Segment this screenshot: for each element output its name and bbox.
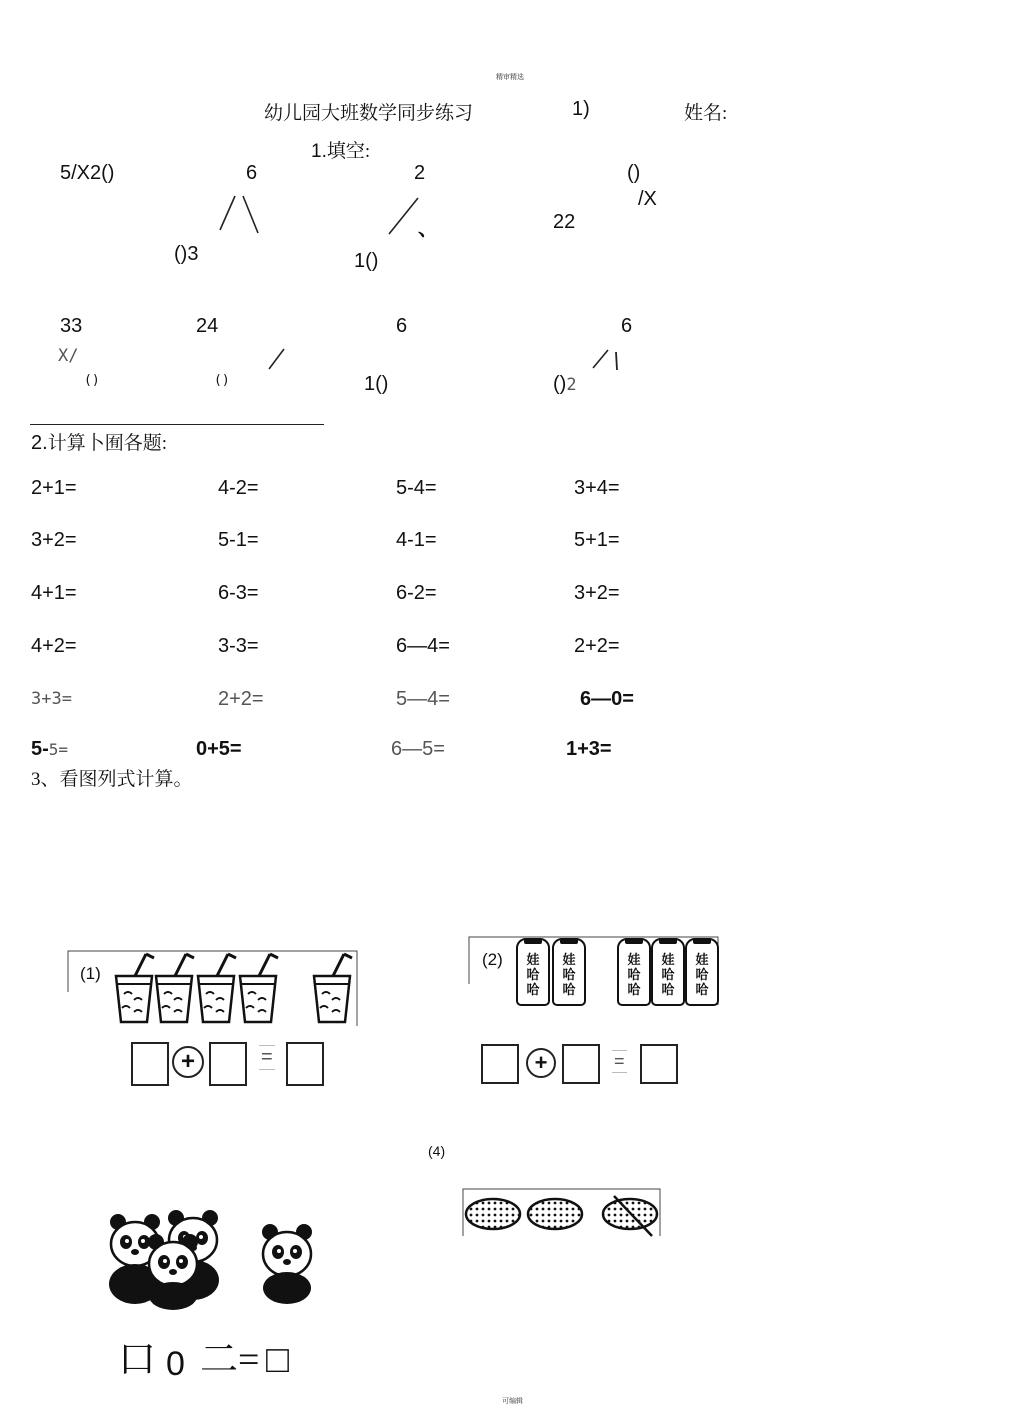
fill-item-g-bottom: 1() bbox=[364, 373, 389, 395]
fill-item-h-bottom bbox=[553, 373, 577, 396]
cup-icon bbox=[198, 954, 236, 1022]
bottle-icon bbox=[651, 938, 685, 1006]
cup-icon bbox=[314, 954, 352, 1022]
fill-item-h-paren: () bbox=[553, 373, 567, 395]
equation-cell: 5-1= bbox=[218, 529, 259, 551]
problem4-label: (4) bbox=[428, 1143, 446, 1159]
panda-eq-box: 口 bbox=[118, 1339, 157, 1381]
equation-cell: 6—4= bbox=[396, 635, 450, 657]
equation-part-light: 5= bbox=[48, 740, 69, 759]
bottle-label: 娃 bbox=[661, 952, 675, 967]
bottle-label: 哈 bbox=[562, 982, 576, 997]
equation-cell: 3+4= bbox=[574, 477, 620, 499]
equation-cell: 4-2= bbox=[218, 477, 259, 499]
bean-icon bbox=[528, 1199, 582, 1229]
bottle-label: 哈 bbox=[526, 982, 540, 997]
equation-cell: 2+2= bbox=[574, 635, 620, 657]
fill-item-g-top: 6 bbox=[396, 315, 408, 337]
answer-box[interactable] bbox=[481, 1044, 519, 1084]
fill-item-d-top: () bbox=[627, 162, 641, 184]
bottle-label: 哈 bbox=[627, 967, 641, 982]
beans-picture-frame bbox=[0, 0, 1, 1]
worksheet-number: 1) bbox=[572, 98, 590, 120]
equation-cell bbox=[31, 738, 68, 761]
equals-sign: = bbox=[261, 1046, 273, 1068]
section1-number: 1. bbox=[311, 141, 327, 162]
top-note: 精审精选 bbox=[496, 73, 524, 81]
fill-item-c-top: 2 bbox=[414, 162, 426, 184]
answer-box[interactable] bbox=[640, 1044, 678, 1084]
bean-icon bbox=[466, 1199, 520, 1229]
equation-cell: 3+2= bbox=[574, 582, 620, 604]
bottle-label: 娃 bbox=[695, 952, 709, 967]
bottle-icon bbox=[552, 938, 586, 1006]
section1-heading bbox=[311, 136, 370, 163]
bottle-label: 哈 bbox=[695, 967, 709, 982]
fill-item-e-mid: X/ bbox=[58, 346, 79, 366]
equation-part-bold: 5- bbox=[31, 738, 49, 760]
equation-cell: 5+1= bbox=[574, 529, 620, 551]
fill-item-e-top: 33 bbox=[60, 315, 83, 337]
equation-cell: 6—5= bbox=[391, 738, 445, 760]
panda-eq-answer-box[interactable]: □ bbox=[266, 1339, 289, 1381]
cup-icon bbox=[116, 954, 154, 1022]
equation-cell: 3-3= bbox=[218, 635, 259, 657]
panda-eq-equals: 二= bbox=[200, 1339, 260, 1381]
answer-box[interactable] bbox=[209, 1042, 247, 1086]
equation-cell: 0+5= bbox=[196, 738, 242, 760]
problem2-label: (2) bbox=[482, 950, 503, 969]
fill-item-f-bottom: () bbox=[214, 373, 230, 388]
plus-sign: + bbox=[172, 1046, 204, 1078]
equation-cell: 4+1= bbox=[31, 582, 77, 604]
bottle-label: 娃 bbox=[562, 952, 576, 967]
cup-icon bbox=[240, 954, 278, 1022]
section1-title: 填空: bbox=[326, 141, 371, 162]
equation-cell: 4-1= bbox=[396, 529, 437, 551]
fill-item-f-top: 24 bbox=[196, 315, 219, 337]
section2-heading bbox=[31, 428, 167, 455]
cup-icon bbox=[156, 954, 194, 1022]
equals-sign: = bbox=[614, 1051, 625, 1071]
fill-item-d-bottom: 22 bbox=[553, 211, 576, 233]
panda-icon bbox=[148, 1234, 198, 1310]
bottle-label: 娃 bbox=[526, 952, 540, 967]
section2-title: 计算卜囿各题: bbox=[47, 433, 167, 454]
equation-cell: 4+2= bbox=[31, 635, 77, 657]
bottle-icon bbox=[685, 938, 719, 1006]
bottle-label: 哈 bbox=[661, 982, 675, 997]
bottle-label: 哈 bbox=[627, 982, 641, 997]
equation-cell: 1+3= bbox=[566, 738, 612, 760]
equation-cell: 2+2= bbox=[218, 688, 264, 710]
fill-item-b-bottom: ()3 bbox=[174, 243, 199, 265]
plus-sign: + bbox=[526, 1048, 556, 1078]
equation-cell: 5-4= bbox=[396, 477, 437, 499]
name-label: 姓名: bbox=[684, 103, 728, 124]
fill-item-c-mark: 、 bbox=[418, 218, 438, 240]
fill-item-a: 5/X2() bbox=[60, 162, 115, 184]
fill-item-c-bottom: 1() bbox=[354, 250, 379, 272]
equation-cell: 6—0= bbox=[580, 688, 634, 710]
bottle-group bbox=[615, 938, 719, 1006]
bottle-icon bbox=[617, 938, 651, 1006]
fill-item-e-bottom: () bbox=[84, 373, 100, 388]
bean-crossed-icon bbox=[603, 1196, 657, 1236]
page-title: 幼儿园大班数学同步练习 bbox=[264, 103, 474, 124]
equation-cell: 2+1= bbox=[31, 477, 77, 499]
equation-cell: 6-2= bbox=[396, 582, 437, 604]
bottle-label: 哈 bbox=[695, 982, 709, 997]
answer-box[interactable] bbox=[286, 1042, 324, 1086]
equation-cell: 3+2= bbox=[31, 529, 77, 551]
fill-item-h-top: 6 bbox=[621, 315, 633, 337]
problem1-label: (1) bbox=[80, 964, 101, 983]
cup-icon-group bbox=[112, 950, 352, 1028]
panda-eq-operator: 0 bbox=[166, 1345, 185, 1383]
bottle-group bbox=[514, 938, 586, 1006]
section3-heading: 3、看图列式计算。 bbox=[31, 769, 193, 790]
bottle-label: 娃 bbox=[627, 952, 641, 967]
fill-item-b-top: 6 bbox=[246, 162, 258, 184]
bottle-label: 哈 bbox=[562, 967, 576, 982]
answer-box[interactable] bbox=[562, 1044, 600, 1084]
bottle-icon bbox=[516, 938, 550, 1006]
bottle-label: 哈 bbox=[526, 967, 540, 982]
fill-item-h-num: 2 bbox=[566, 375, 577, 395]
panda-icon bbox=[262, 1224, 312, 1304]
panda-icon-group bbox=[104, 1210, 320, 1310]
equation-cell: 3+3= bbox=[31, 689, 72, 709]
fill-item-d-slash: /X bbox=[638, 188, 657, 210]
footer-note: 可编辑 bbox=[502, 1397, 523, 1405]
equation-cell: 6-3= bbox=[218, 582, 259, 604]
section2-number: 2. bbox=[31, 432, 48, 454]
bean-icon-group bbox=[462, 1194, 662, 1240]
equation-cell: 5—4= bbox=[396, 688, 450, 710]
bottle-label: 哈 bbox=[661, 967, 675, 982]
section-divider bbox=[30, 424, 324, 425]
answer-box[interactable] bbox=[131, 1042, 169, 1086]
